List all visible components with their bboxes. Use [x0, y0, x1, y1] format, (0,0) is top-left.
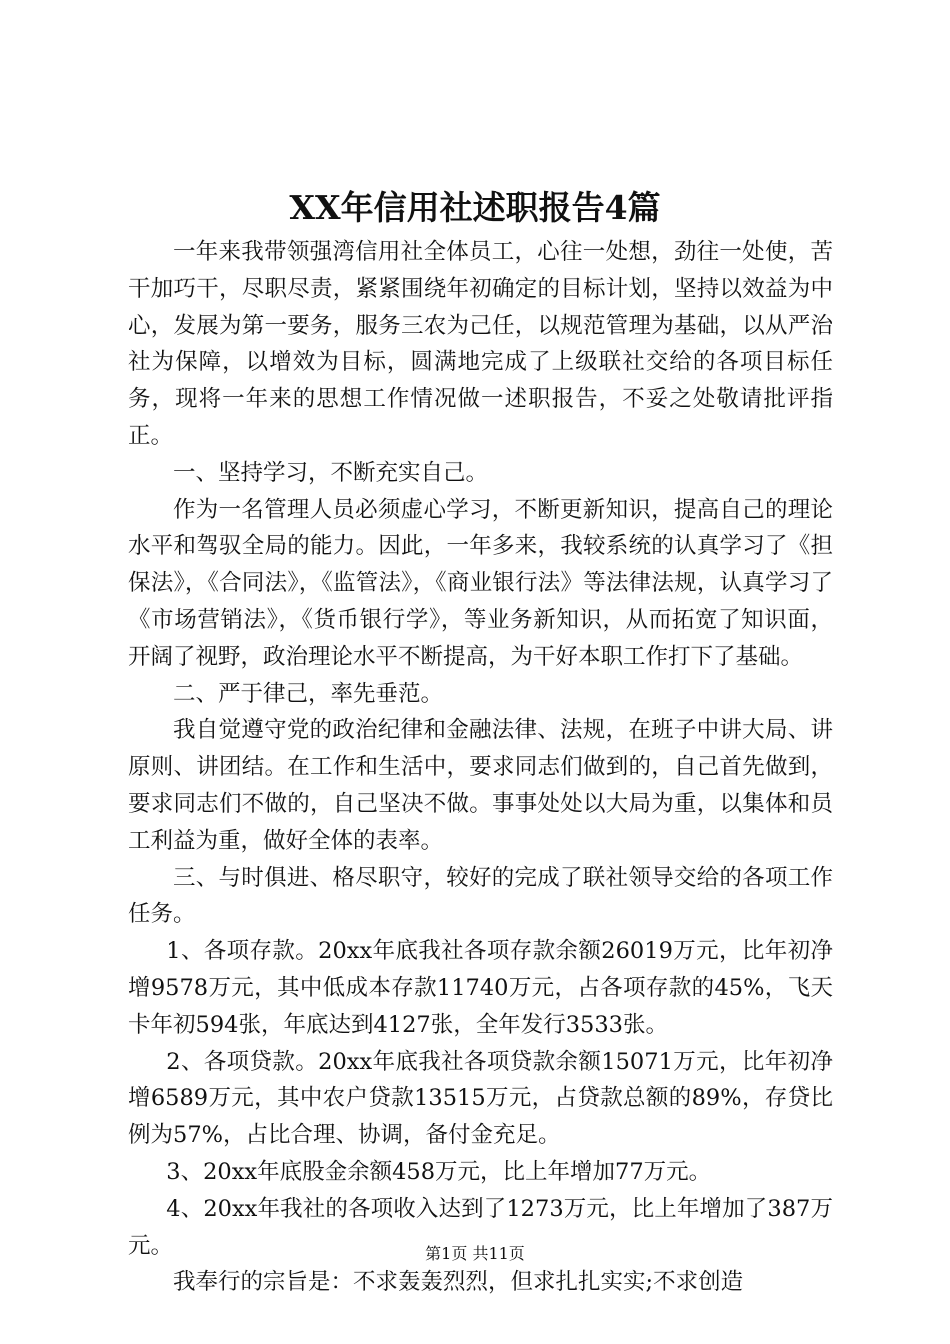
body-paragraph: 作为一名管理人员必须虚心学习，不断更新知识，提高自己的理论水平和驾驭全局的能力。因此，一年多来，我较系统的认真学习了《担保法》，《合同法》，《监管法》，《商业银行法》等法律法规，认真学习了《市场营销法》，《货币银行学》，等业务新知识，从而拓宽了知识面，开阔了视野，政治理论水平不断提高，为干好本职工作打下了基础。	[128, 496, 833, 670]
numbered-item: 2、各项贷款。20xx年底我社各项贷款余额15071万元，比年初净增6589万元，其中农户贷款13515万元，占贷款总额的89%，存贷比例为57%，占比合理、协调，备付金充足。	[128, 1048, 833, 1149]
document-body	[128, 234, 833, 1301]
page-title: XX年信用社述职报告4篇	[289, 188, 661, 227]
numbered-item: 4、20xx年我社的各项收入达到了1273万元，比上年增加了387万元。	[128, 1195, 833, 1259]
intro-paragraph: 一年来我带领强湾信用社全体员工，心往一处想，劲往一处使，苦干加巧干，尽职尽责，紧紧围绕年初确定的目标计划，坚持以效益为中心，发展为第一要务，服务三农为己任，以规范管理为基础，以从严治社为保障，以增效为目标，圆满地完成了上级联社交给的各项目标任务，现将一年来的思想工作情况做一述职报告，不妥之处敬请批评指正。	[128, 239, 833, 449]
section-heading-2: 二、严于律己，率先垂范。	[173, 680, 444, 707]
numbered-item: 3、20xx年底股金余额458万元，比上年增加77万元。	[166, 1158, 712, 1185]
page-footer: 第1页 共11页	[425, 1244, 525, 1263]
section-heading-3: 三、与时俱进、格尽职守，较好的完成了联社领导交给的各项工作任务。	[128, 864, 833, 928]
section-heading-1: 一、坚持学习，不断充实自己。	[173, 459, 489, 486]
body-paragraph: 我奉行的宗旨是：不求轰轰烈烈，但求扎扎实实;不求创造	[173, 1269, 744, 1296]
numbered-item: 1、各项存款。20xx年底我社各项存款余额26019万元，比年初净增9578万元，其中低成本存款11740万元，占各项存款的45%，飞天卡年初594张，年底达到4127张，全年发行3533张。	[128, 938, 833, 1038]
body-paragraph: 我自觉遵守党的政治纪律和金融法律、法规，在班子中讲大局、讲原则、讲团结。在工作和生活中，要求同志们做到的，自己首先做到，要求同志们不做的，自己坚决不做。事事处处以大局为重，以集体和员工利益为重，做好全体的表率。	[128, 717, 833, 854]
